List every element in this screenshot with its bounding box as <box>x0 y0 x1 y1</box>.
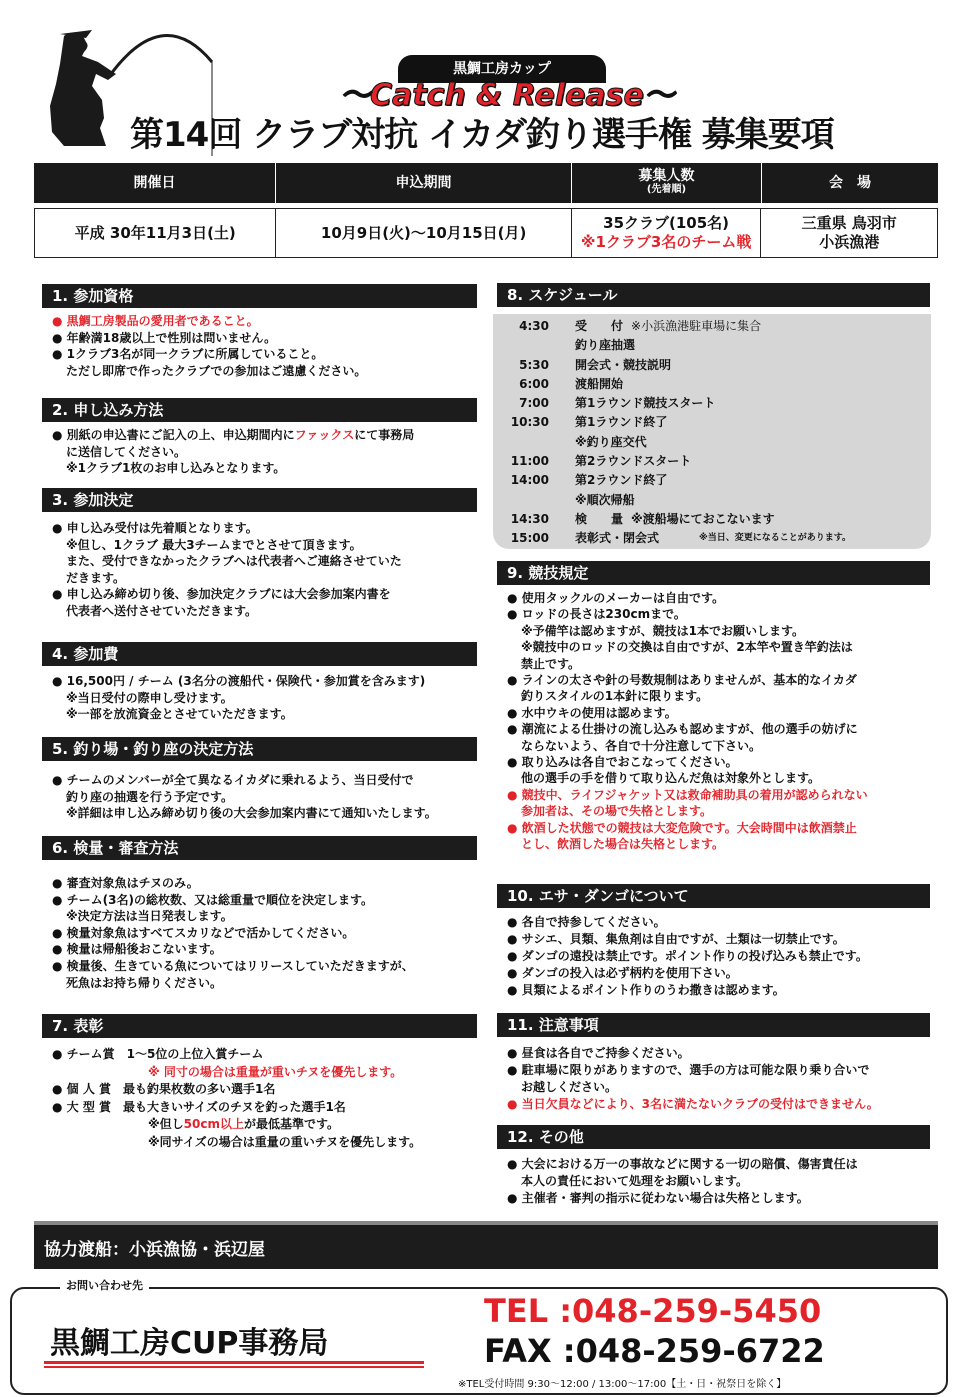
schedule-time: 11:00 <box>510 454 549 469</box>
section-9-title: 9. 競技規定 <box>497 561 930 585</box>
office-underline-2 <box>44 1366 424 1368</box>
schedule-note <box>691 452 699 471</box>
schedule-time: 5:30 <box>519 357 549 372</box>
cup-name: 黒鯛工房カップ <box>398 55 606 83</box>
schedule-item: 開会式・競技説明 <box>575 357 672 372</box>
office-underline <box>44 1361 424 1364</box>
section-3-body: ● 申し込み受付は先着順となります。 ※但し、1クラブ 最大3チームまでとさせて頂きます。 また、受付できなかったクラブへは代表者へご連絡させていた だきます。 ● 申し込み締め切り後、参加決定クラブには大会参加案内書を 代表者へ送付させていただきます。 <box>52 521 402 618</box>
section-6-body: ● 審査対象魚はチヌのみ。 ● チーム(3名)の総枚数、又は総重量で順位を決定します。 ※決定方法は当日発表します。 ● 検量対象魚はすべてスカリなどで活かしてください。 ● 検量は帰船後おこないます。 ● 検量後、生きている魚についてはリリースしていただきますが、 死魚はお持ち帰りください。 <box>52 876 414 990</box>
schedule-item: ※釣り座交代 <box>575 434 647 449</box>
section-4-title: 4. 参加費 <box>42 642 477 666</box>
section-10-title: 10. エサ・ダンゴについて <box>497 884 930 908</box>
info-table-header <box>34 163 938 203</box>
schedule-list <box>500 317 851 549</box>
header-venue: 会 場 <box>829 175 871 191</box>
fax-number: FAX :048-259-6722 <box>484 1332 825 1370</box>
schedule-time: 6:00 <box>519 376 549 391</box>
schedule-item: 第1ラウンド終了 <box>575 415 668 430</box>
header-date: 開催日 <box>34 163 276 203</box>
page-title: 第14回 クラブ対抗 イカダ釣り選手権 募集要項 <box>130 115 834 155</box>
schedule-item: 第2ラウンド終了 <box>575 473 668 488</box>
schedule-note <box>635 336 643 355</box>
schedule-note <box>647 433 655 452</box>
schedule-time <box>500 336 575 355</box>
schedule-time: 14:30 <box>510 511 549 526</box>
section-7-body: ● チーム賞 1〜5位の上位入賞チーム ※ 同寸の場合は重量が重いチヌを優先します。 ● 個 人 賞 最も釣果枚数の多い選手1名 ● 大 型 賞 最も大きいサイズのチヌを釣った選手1名 ※但し50cm以上が最低基準です。 ※同サイズの場合は重量の重いチヌを優先します。 <box>52 1047 422 1149</box>
contact-label: お問い合わせ先 <box>60 1277 149 1293</box>
schedule-note <box>635 491 643 510</box>
section-2-body: ● 別紙の申込書にご記入の上、申込期間内にファックスにて事務局 に送信してください。 ※1クラブ1枚のお申し込みとなります。 <box>52 428 415 476</box>
event-date: 平成 30年11月3日(土) <box>35 209 276 257</box>
header-period: 申込期間 <box>276 163 572 203</box>
schedule-item: 第1ラウンド競技スタート <box>575 396 716 411</box>
section-12-title: 12. その他 <box>497 1125 930 1149</box>
schedule-note <box>671 356 679 375</box>
section-12-body: ● 大会における万一の事故などに関する一切の賠償、傷害責任は 本人の責任において処理をお願いします。 ● 主催者・審判の指示に従わない場合は失格とします。 <box>507 1157 858 1205</box>
tel-hours: ※TEL受付時間 9:30〜12:00 / 13:00〜17:00【土・日・祝祭日を除く】 <box>458 1379 787 1390</box>
section-1-title: 1. 参加資格 <box>42 284 477 308</box>
header-capacity: 募集人数 (先着順) <box>572 163 762 203</box>
section-3-title: 3. 参加決定 <box>42 488 477 512</box>
section-6-title: 6. 検量・審査方法 <box>42 836 477 860</box>
schedule-time: 7:00 <box>519 396 549 411</box>
schedule-note: ※当日、変更になることがあります。 <box>699 533 852 544</box>
schedule-item: 表彰式・閉会式 <box>575 531 660 546</box>
section-1-body: ● 黒鯛工房製品の愛用者であること。 ● 年齢満18歳以上で性別は問いません。 ● 1クラブ3名が同一クラブに所属していること。 ただし即席で作ったクラブでの参加はご遠慮ください。 <box>52 314 367 378</box>
cooperation-text: 協力渡船：小浜漁協・浜辺屋 <box>44 1240 265 1260</box>
schedule-note <box>667 471 675 490</box>
section-2-title: 2. 申し込み方法 <box>42 398 477 422</box>
section-5-body: ● チームのメンバーが全て異なるイカダに乗れるよう、当日受付で 釣り座の抽選を行う予定です。 ※詳細は申し込み締め切り後の大会参加案内書にて通知いたします。 <box>52 773 437 821</box>
info-table-body <box>34 208 938 258</box>
section-11-title: 11. 注意事項 <box>497 1013 930 1037</box>
section-10-body: ● 各自で持参してください。 ● サシエ、貝類、集魚剤は自由ですが、土類は一切禁止です。 ● ダンゴの遠投は禁止です。ポイント作りの投げ込みも禁止です。 ● ダンゴの投入は必ず柄杓を使用下さい。 ● 貝類によるポイント作りのうわ撒きは認めます。 <box>507 915 868 997</box>
section-9-body: ● 使用タックルのメーカーは自由です。 ● ロッドの長さは230cmまで。 ※予備竿は認めますが、競技は1本でお願いします。 ※競技中のロッドの交換は自由ですが、2本竿や置き竿釣法は 禁止です。 ● ラインの太さや針の号数規制はありませんが、基本的なイカダ 釣りスタイルの1本針に限ります。 ● 水中ウキの使用は認めます。 ● 潮流による仕掛けの流し込みも認めますが、他の選手の妨げに ならないよう、各自で十分注意して下さい。 ● 取り込みは各自でおこなってください。 他の選手の手を借りて取り込んだ魚は対象外とします。 ● 競技中、ライフジャケット又は救命補助具の着用が認められない 参加者は、その場で失格とします。 ● 飲酒した状態での競技は大変危険です。大会時間中は飲酒禁止 とし、飲酒した場合は失格とします。 <box>507 591 868 852</box>
schedule-row <box>500 413 851 432</box>
schedule-item: ※順次帰船 <box>575 492 635 507</box>
schedule-time <box>500 433 575 452</box>
section-7-title: 7. 表彰 <box>42 1014 477 1038</box>
schedule-item: 検 量 <box>575 511 624 526</box>
section-4-body: ● 16,500円 / チーム (3名分の渡船代・保険代・参加賞を含みます) ※当日受付の際申し受けます。 ※一部を放流資金とさせていただきます。 <box>52 674 426 722</box>
schedule-time: 10:30 <box>510 415 549 430</box>
venue: 三重県 鳥羽市 小浜漁港 <box>801 214 897 251</box>
schedule-time <box>500 491 575 510</box>
tel-number: TEL :048-259-5450 <box>484 1292 822 1330</box>
schedule-note <box>715 394 723 413</box>
schedule-note: ※小浜漁港駐車場に集合 <box>631 319 762 333</box>
schedule-row <box>500 317 851 336</box>
schedule-item: 第2ラウンドスタート <box>575 454 692 469</box>
schedule-note: ※渡船場にておこないます <box>631 511 775 526</box>
schedule-row <box>500 433 851 452</box>
schedule-row <box>500 529 851 548</box>
entry-period: 10月9日(火)〜10月15日(月) <box>276 209 571 257</box>
schedule-time: 15:00 <box>510 531 549 546</box>
schedule-time: 14:00 <box>510 473 549 488</box>
schedule-row <box>500 356 851 375</box>
schedule-row <box>500 375 851 394</box>
schedule-row <box>500 510 851 529</box>
schedule-row <box>500 491 851 510</box>
schedule-note <box>667 413 675 432</box>
office-name: 黒鯛工房CUP事務局 <box>50 1326 329 1361</box>
schedule-note <box>623 375 631 394</box>
schedule-item: 釣り座抽選 <box>575 338 636 353</box>
capacity: 35クラブ(105名) ※1クラブ3名のチーム戦 <box>572 209 762 257</box>
section-11-body: ● 昼食は各自でご持参ください。 ● 駐車場に限りがありますので、選手の方は可能な限り乗り合いで お越しください。 ● 当日欠員などにより、3名に満たないクラブの受付はできません。 <box>507 1046 879 1111</box>
schedule-row <box>500 471 851 490</box>
catch-release-subtitle: 〜Catch & Release〜 <box>340 78 674 113</box>
schedule-row <box>500 336 851 355</box>
schedule-row <box>500 394 851 413</box>
schedule-row <box>500 452 851 471</box>
schedule-time: 4:30 <box>519 319 549 333</box>
section-8-title: 8. スケジュール <box>497 283 930 307</box>
schedule-item: 渡船開始 <box>575 376 624 391</box>
section-5-title: 5. 釣り場・釣り座の決定方法 <box>42 737 477 761</box>
schedule-item: 受 付 <box>575 319 624 333</box>
